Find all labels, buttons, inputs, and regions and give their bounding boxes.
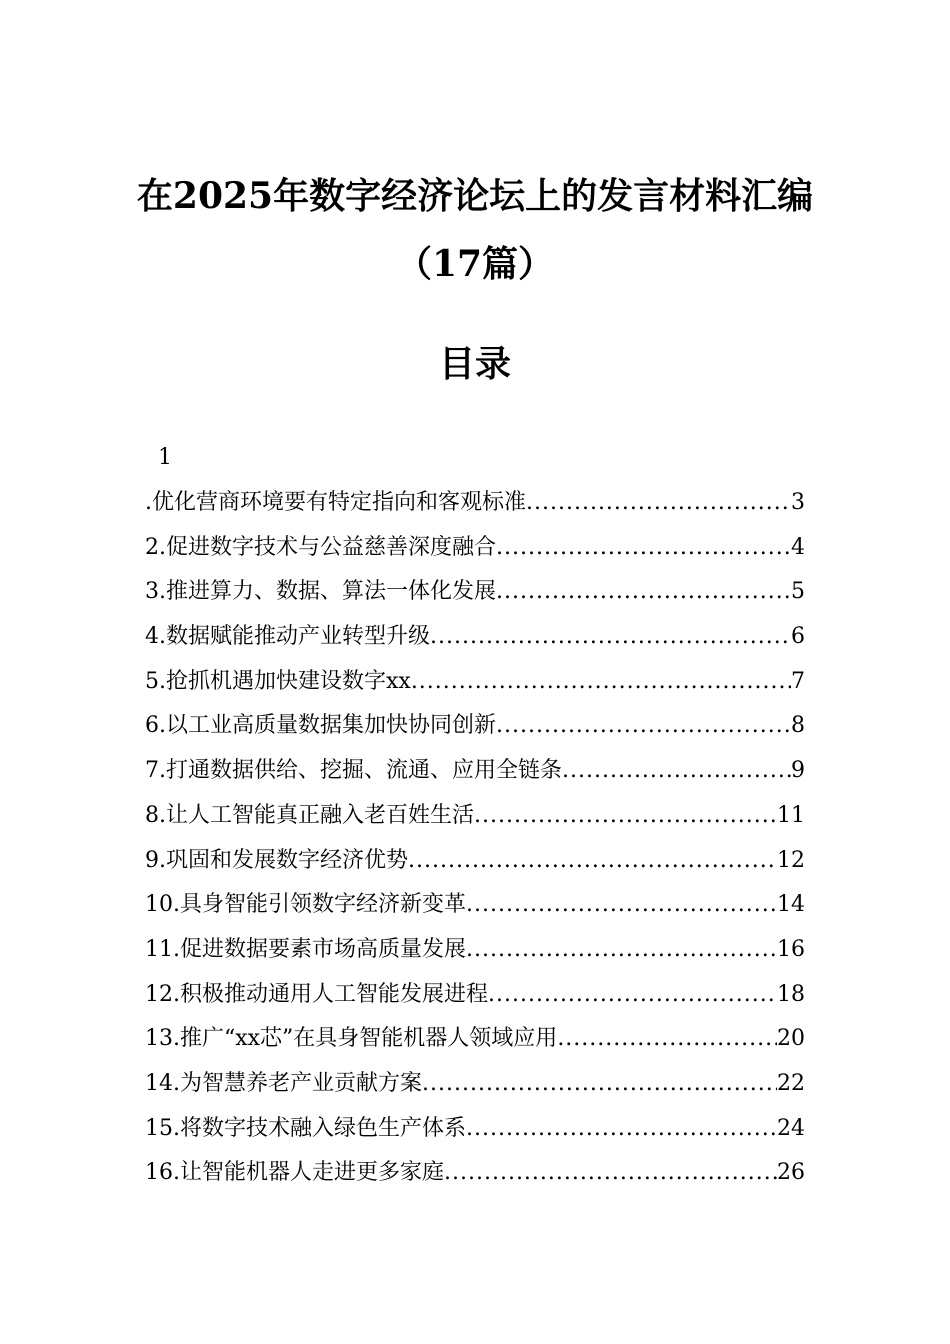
toc-entry-page: 20 <box>777 1026 805 1052</box>
toc-entry[interactable] <box>145 839 805 884</box>
toc-entry[interactable] <box>145 660 805 705</box>
toc-entry-page: 3 <box>791 490 805 515</box>
toc-leader-dots <box>466 928 777 972</box>
toc-leader-dots <box>496 526 791 570</box>
toc-entry-title: 8.让人工智能真正融入老百姓生活 <box>145 802 474 828</box>
toc-leader-dots <box>422 1062 777 1106</box>
toc-leader-dots <box>466 1107 777 1151</box>
toc-entry-page: 16 <box>777 936 805 962</box>
toc-entry-title: 6.以工业高质量数据集加快协同创新 <box>145 713 496 739</box>
toc-entry-title: 12.积极推动通用人工智能发展进程 <box>145 981 488 1007</box>
toc-entry-page: 5 <box>791 579 805 605</box>
toc-entry[interactable] <box>145 615 805 660</box>
toc-entry-title: 4.数据赋能推动产业转型升级 <box>145 624 430 650</box>
toc-entry-page: 4 <box>791 534 805 560</box>
toc-entry[interactable] <box>145 704 805 749</box>
toc-entry[interactable] <box>145 928 805 973</box>
toc-entry-title: 7.打通数据供给、挖掘、流通、应用全链条 <box>145 758 562 784</box>
toc-entry[interactable] <box>145 481 805 526</box>
toc-entry-page: 9 <box>791 758 805 784</box>
toc-leader-dots <box>496 570 791 614</box>
toc-entry[interactable] <box>145 794 805 839</box>
toc-entry-title: 16.让智能机器人走进更多家庭 <box>145 1160 444 1186</box>
toc-entry[interactable] <box>145 526 805 571</box>
toc-leader-dots <box>444 1151 777 1195</box>
toc-entry-title: 10.具身智能引领数字经济新变革 <box>145 892 466 918</box>
toc-entry[interactable] <box>145 1107 805 1152</box>
toc-entry-page: 6 <box>791 624 805 650</box>
toc-entry-page: 24 <box>777 1115 805 1141</box>
toc-leader-dots <box>557 1017 777 1061</box>
toc-leader-dots <box>474 794 777 838</box>
toc-entry[interactable] <box>145 973 805 1018</box>
toc-leader-dots <box>466 883 777 927</box>
toc-first-number: 1 <box>158 445 172 470</box>
toc-entry-page: 22 <box>777 1070 805 1096</box>
toc-leader-dots <box>526 481 791 525</box>
toc-entry-title: 9.巩固和发展数字经济优势 <box>145 847 408 873</box>
toc-entry[interactable] <box>145 883 805 928</box>
toc-entry[interactable] <box>145 1062 805 1107</box>
toc-entry-page: 12 <box>777 847 805 873</box>
document-title: 在2025年数字经济论坛上的发言材料汇编 <box>136 175 814 217</box>
toc-entry-page: 11 <box>777 802 805 828</box>
toc-leader-dots <box>496 704 791 748</box>
toc-leader-dots <box>408 839 777 883</box>
document-subtitle-count: （17篇） <box>395 243 555 285</box>
toc-entry-title: 3.推进算力、数据、算法一体化发展 <box>145 579 496 605</box>
toc-leader-dots <box>488 973 777 1017</box>
toc-entry-page: 18 <box>777 981 805 1007</box>
toc-entry-page: 7 <box>791 668 805 694</box>
toc-entry-title: 15.将数字技术融入绿色生产体系 <box>145 1115 466 1141</box>
toc-entry-title: 5.抢抓机遇加快建设数字xx <box>145 668 411 694</box>
toc-entry-page: 26 <box>777 1160 805 1186</box>
toc-heading: 目录 <box>438 343 511 385</box>
table-of-contents <box>145 481 805 1196</box>
toc-entry-title: 11.促进数据要素市场高质量发展 <box>145 936 466 962</box>
toc-entry-title: 14.为智慧养老产业贡献方案 <box>145 1070 422 1096</box>
toc-entry[interactable] <box>145 570 805 615</box>
toc-entry[interactable] <box>145 749 805 794</box>
toc-entry[interactable] <box>145 1151 805 1196</box>
toc-entry-page: 14 <box>777 892 805 918</box>
toc-leader-dots <box>411 660 791 704</box>
toc-entry-page: 8 <box>791 713 805 739</box>
toc-leader-dots <box>562 749 791 793</box>
toc-leader-dots <box>430 615 791 659</box>
toc-entry-title: .优化营商环境要有特定指向和客观标准 <box>145 490 526 515</box>
toc-entry-title: 2.促进数字技术与公益慈善深度融合 <box>145 534 496 560</box>
toc-entry-title: 13.推广“xx芯”在具身智能机器人领域应用 <box>145 1026 558 1052</box>
toc-entry[interactable] <box>145 1017 805 1062</box>
